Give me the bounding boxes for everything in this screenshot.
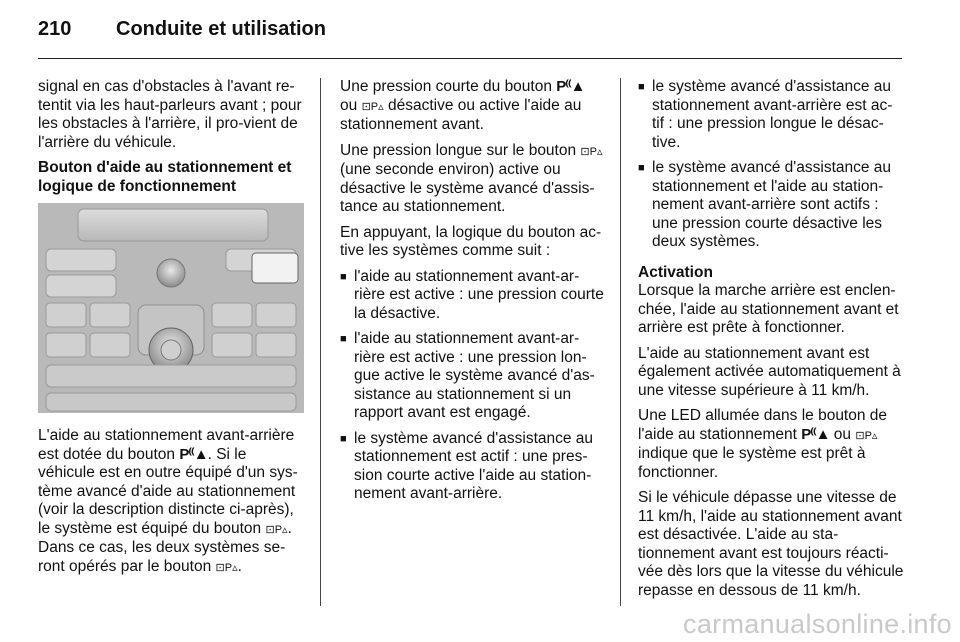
header-rule <box>38 58 902 59</box>
advanced-park-assist-icon: ⊡P▵ <box>215 561 238 574</box>
watermark: carmanualsonline.info <box>683 609 952 639</box>
col3-p2: L'aide au stationnement avant est également activée automatiquement à une vitesse supérieure à 11 km/h. <box>638 344 901 399</box>
section-heading: Bouton d'aide au stationnement et logique de fonctionnement <box>38 159 292 195</box>
column-3 <box>638 78 904 607</box>
column-2 <box>340 78 606 511</box>
list-item: ■ l'aide au stationnement avant-ar-rière est active : une pression lon-gue active le système avancé d'as-sistance au stationnement si un rapport avant est engagé. <box>340 330 606 423</box>
list-item: ■ le système avancé d'assistance au stationnement est actif : une pres-sion courte active l'aide au station-nement avant-arrière. <box>340 430 606 504</box>
col1-paragraph: L'aide au stationnement avant-arrière est dotée du bouton P⁽⁽▲. Si le véhicule est en outre équipé d'un sys-tème avancé d'aide au stationnement (voir la description distincte ci-après), le système est équipé du bouton ⊡P▵. Dans ce cas, les deux systèmes se-ront opérés par le bouton ⊡P▵. <box>38 427 298 575</box>
list-item: ■ le système avancé d'assistance au stationnement et l'aide au station-nement avant-arrière sont actifs : une pression courte désactive les deux systèmes. <box>638 159 904 252</box>
column-divider <box>320 78 321 606</box>
column-1 <box>38 78 304 584</box>
advanced-park-assist-icon: ⊡P▵ <box>361 100 384 113</box>
page-number: 210 <box>38 18 72 40</box>
col3-p4: Si le véhicule dépasse une vitesse de 11 km/h, l'aide au stationnement avant est désactivée. L'aide au sta-tionnement avant est toujours réacti-vée dès lors que la vitesse du véhicule repasse en dessous de 11 km/h. <box>638 489 904 599</box>
list-item: ■ le système avancé d'assistance au stationnement avant-arrière est ac-tif : une pression longue le désac-tive. <box>638 78 904 152</box>
advanced-park-assist-icon: ⊡P▵ <box>855 429 878 442</box>
col2-bullet-list <box>340 268 606 504</box>
activation-heading: Activation <box>638 263 713 281</box>
advanced-park-assist-icon: ⊡P▵ <box>265 523 288 536</box>
park-assist-icon: P⁽⁽▲ <box>801 425 830 443</box>
col3-p3: Une LED allumée dans le bouton de l'aide au stationnement P⁽⁽▲ ou ⊡P▵ indique que le système est prêt à fonctionner. <box>638 407 888 481</box>
col2-p2: Une pression longue sur le bouton ⊡P▵ (une seconde environ) active ou désactive le système avancé d'assis-tance au stationnement. <box>340 141 603 215</box>
col2-p1: Une pression courte du bouton P⁽⁽▲ ou ⊡P▵ désactive ou active l'aide au stationnement avant. <box>340 78 585 133</box>
advanced-park-assist-icon: ⊡P▵ <box>580 145 603 158</box>
park-assist-icon: P⁽⁽▲ <box>556 78 585 95</box>
page-title: Conduite et utilisation <box>116 18 326 40</box>
col3-p1: Lorsque la marche arrière est enclen-chée, l'aide au stationnement avant et arrière est prête à fonctionner. <box>638 282 899 336</box>
park-assist-icon: P⁽⁽▲ <box>179 445 208 463</box>
col3-bullet-list <box>638 78 904 252</box>
page-header <box>38 18 326 41</box>
column-divider <box>620 78 621 606</box>
col2-p3: En appuyant, la logique du bouton ac-tive les systèmes comme suit : <box>340 223 602 259</box>
dashboard-panel-image <box>38 203 304 413</box>
col1-intro: signal en cas d'obstacles à l'avant re-tentit via les haut-parleurs avant ; pour les obstacles à l'arrière, il pro-vient de l'arrière du véhicule. <box>38 78 302 151</box>
list-item: ■ l'aide au stationnement avant-ar-rière est active : une pression courte la désactive. <box>340 268 606 324</box>
